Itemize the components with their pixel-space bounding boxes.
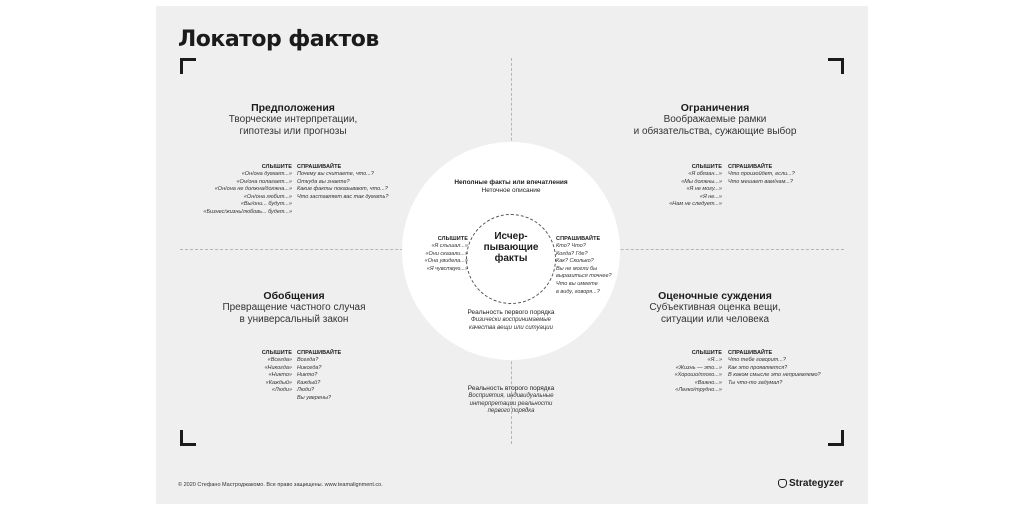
- corner-mark-bottom-left: [180, 430, 196, 446]
- ask-header: СПРАШИВАЙТЕ: [297, 350, 342, 356]
- ask-header: СПРАШИВАЙТЕ: [728, 164, 773, 170]
- strategyzer-icon: [778, 479, 787, 488]
- first-order-reality: Реальность первого порядка Физически воспринимаемые качества вещи или ситуации: [467, 309, 555, 331]
- copyright-text: © 2020 Стефано Мастроджакомо. Все право защищены. www.teamalignment.co.: [178, 482, 383, 488]
- exhaustive-facts-title: Исчер- пывающие факты: [483, 231, 539, 264]
- listen-list: «Он/она думает...» «Он/она полагает...» «Он/она не должна/должна...» «Он/она любит...» «Вы/они... будут...» «Бизнес/жизнь/любовь... будет...»: [203, 171, 292, 215]
- brand-name: Strategyzer: [789, 478, 844, 489]
- quadrant-subtitle: Субъективная оценка вещи, ситуации или человека: [649, 302, 781, 325]
- incomplete-facts-label: Неполные факты или впечатления Неточное описание: [454, 179, 568, 194]
- quadrant-constraints: [610, 102, 820, 138]
- quadrant-assumptions: [203, 102, 383, 138]
- listen-list: «Я...» «Жизнь — это...» «Хорошо/плохо...» «Важно...» «Легко/трудно...»: [674, 357, 722, 394]
- quadrant-subtitle: Воображаемые рамки и обязательства, сужающие выбор: [633, 114, 797, 137]
- quadrant-title: Ограничения: [680, 102, 750, 114]
- strategyzer-logo: [778, 478, 843, 489]
- ask-list: Всегда? Никогда? Никто? Каждый? Люди? Вы уверены?: [297, 357, 332, 401]
- ask-list: Кто? Что? Когда? Где? Как? Сколько? Вы не могли бы выразиться точнее? Что вы имеете в виду, говоря...?: [556, 243, 612, 295]
- listen-list: «Всегда» «Никогда» «Никто» «Каждый» «Люди»: [264, 357, 292, 394]
- ask-list: Что произойдет, если...? Что мешает вам/нам...?: [728, 171, 795, 185]
- page-title: Локатор фактов: [178, 27, 379, 52]
- quadrant-title: Оценочные суждения: [658, 290, 772, 302]
- ask-header: СПРАШИВАЙТЕ: [728, 350, 773, 356]
- quadrant-subtitle: Превращение частного случая в универсальный закон: [222, 302, 366, 325]
- listen-header: СЛЫШИТЕ: [691, 164, 722, 170]
- second-order-reality: Реальность второго порядка Восприятия, индивидуальные интерпретации реальности первого порядка: [467, 385, 555, 414]
- listen-header: СЛЫШИТЕ: [261, 164, 292, 170]
- listen-list: «Я обязан...» «Мы должны...» «Я не могу...» «Я не...» «Нам не следует...»: [669, 171, 722, 208]
- listen-list: «Я слышал...» «Они сказали...» «Она увидела...» «Я чувствую...»: [424, 243, 468, 272]
- quadrant-judgments: [620, 290, 810, 326]
- listen-header: СЛЫШИТЕ: [691, 350, 722, 356]
- listen-header: СЛЫШИТЕ: [261, 350, 292, 356]
- quadrant-title: Обобщения: [263, 290, 325, 302]
- ask-list: Почему вы считаете, что...? Откуда вы знаете? Какие факты показывают, что...? Что заставляет вас так думать?: [297, 171, 389, 200]
- ask-header: СПРАШИВАЙТЕ: [556, 236, 601, 242]
- quadrant-subtitle: Творческие интерпретации, гипотезы или прогнозы: [228, 114, 358, 137]
- corner-mark-top-left: [180, 58, 196, 74]
- corner-mark-bottom-right: [828, 430, 844, 446]
- quadrant-generalizations: [194, 290, 394, 326]
- ask-header: СПРАШИВАЙТЕ: [297, 164, 342, 170]
- listen-header: СЛЫШИТЕ: [437, 236, 468, 242]
- corner-mark-top-right: [828, 58, 844, 74]
- ask-list: Что тебе говорит...? Как это проявляется? В каком смысле это неприемлемо? Ты что-то задумал?: [728, 357, 821, 386]
- quadrant-title: Предположения: [251, 102, 335, 114]
